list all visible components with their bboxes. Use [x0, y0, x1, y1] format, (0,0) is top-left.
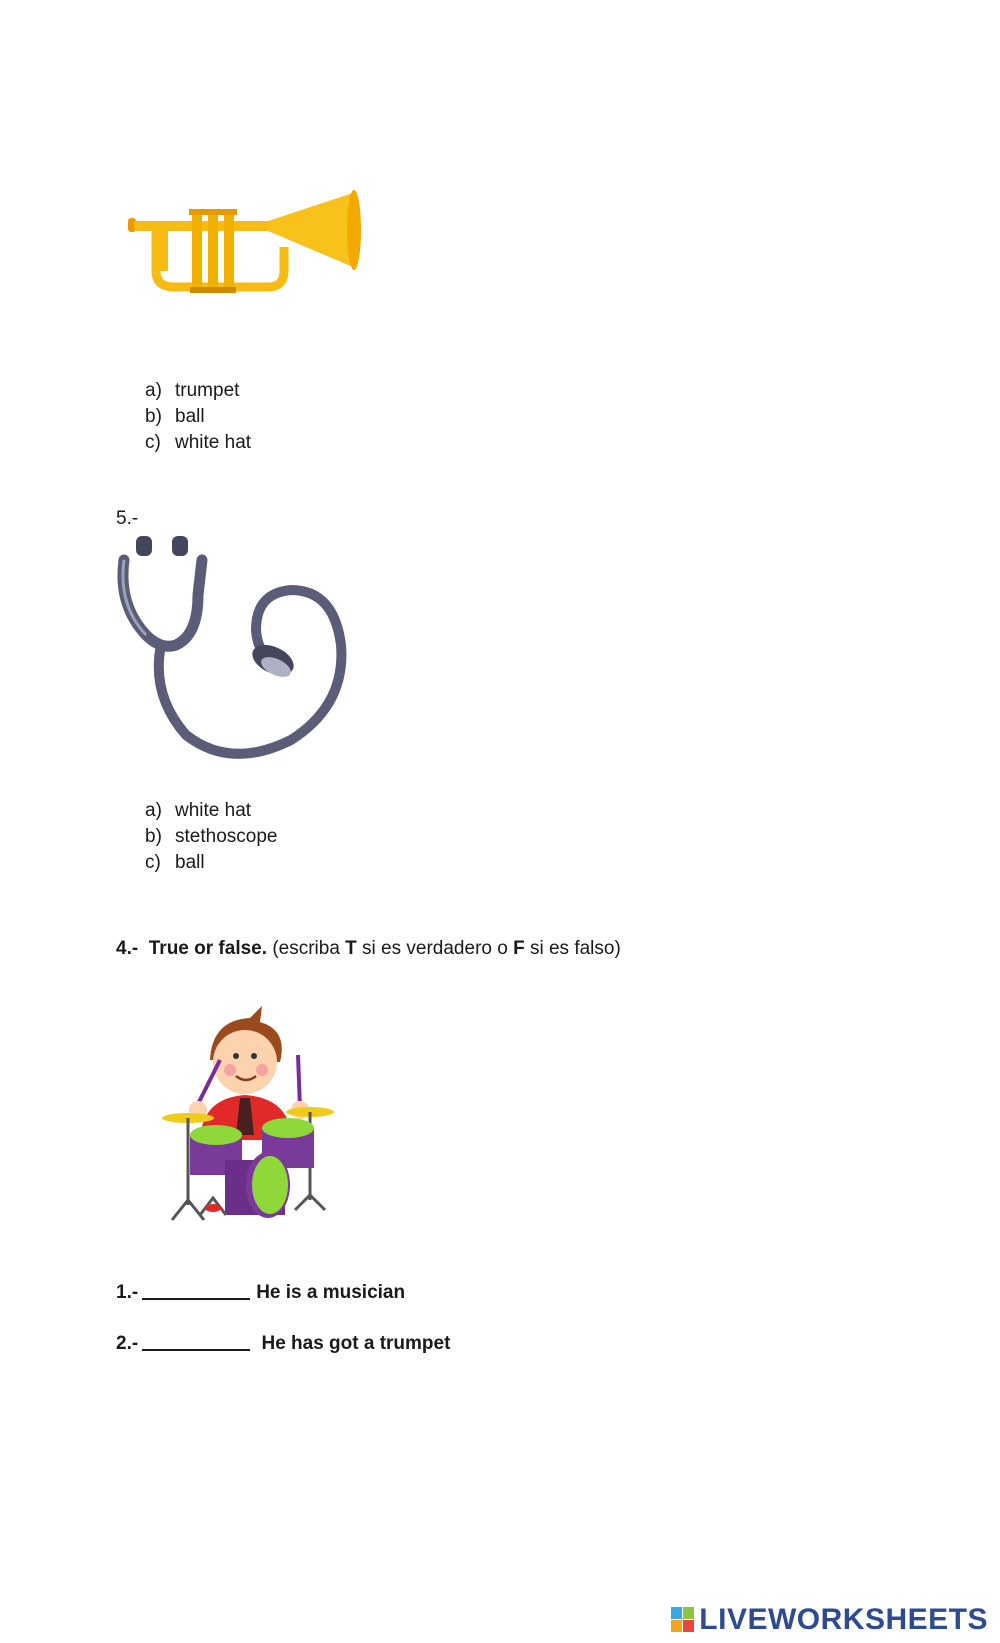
tf-number: 2.-: [116, 1333, 139, 1354]
section-number: 4.-: [116, 938, 139, 959]
stethoscope-icon: [116, 535, 356, 770]
tf-item: [116, 1282, 405, 1304]
option-c[interactable]: c) ball: [145, 852, 205, 873]
answer-blank[interactable]: [142, 1349, 250, 1351]
instruction-part-3: si es falso): [524, 938, 621, 959]
option-b[interactable]: b) ball: [145, 406, 205, 427]
tf-statement: He has got a trumpet: [256, 1333, 451, 1354]
instruction-t: T: [345, 938, 357, 959]
section-heading: [116, 938, 621, 960]
logo-text: LIVEWORKSHEETS: [699, 1603, 988, 1636]
trumpet-image: [128, 185, 363, 305]
trumpet-icon: [128, 185, 363, 305]
answer-blank[interactable]: [142, 1298, 250, 1300]
trumpet-options: [145, 378, 251, 456]
drummer-image: [150, 1000, 380, 1250]
instruction-part-1: (escriba: [272, 938, 346, 959]
question-number: 5.-: [116, 508, 139, 529]
option-c[interactable]: c) white hat: [145, 432, 252, 453]
instruction-part-2: si es verdadero o: [356, 938, 514, 959]
logo-blocks-icon: [671, 1607, 695, 1633]
section-title: True or false.: [148, 938, 268, 959]
instruction-f: F: [513, 938, 525, 959]
option-a[interactable]: a) trumpet: [145, 380, 240, 401]
option-b[interactable]: b) stethoscope: [145, 826, 278, 847]
stethoscope-options: [145, 798, 277, 876]
option-a[interactable]: a) white hat: [145, 800, 252, 821]
stethoscope-image: [116, 535, 356, 770]
drummer-boy-icon: [150, 1000, 380, 1250]
liveworksheets-logo: [671, 1603, 988, 1637]
tf-item: [116, 1333, 450, 1355]
tf-number: 1.-: [116, 1282, 139, 1303]
tf-statement: He is a musician: [256, 1282, 406, 1303]
